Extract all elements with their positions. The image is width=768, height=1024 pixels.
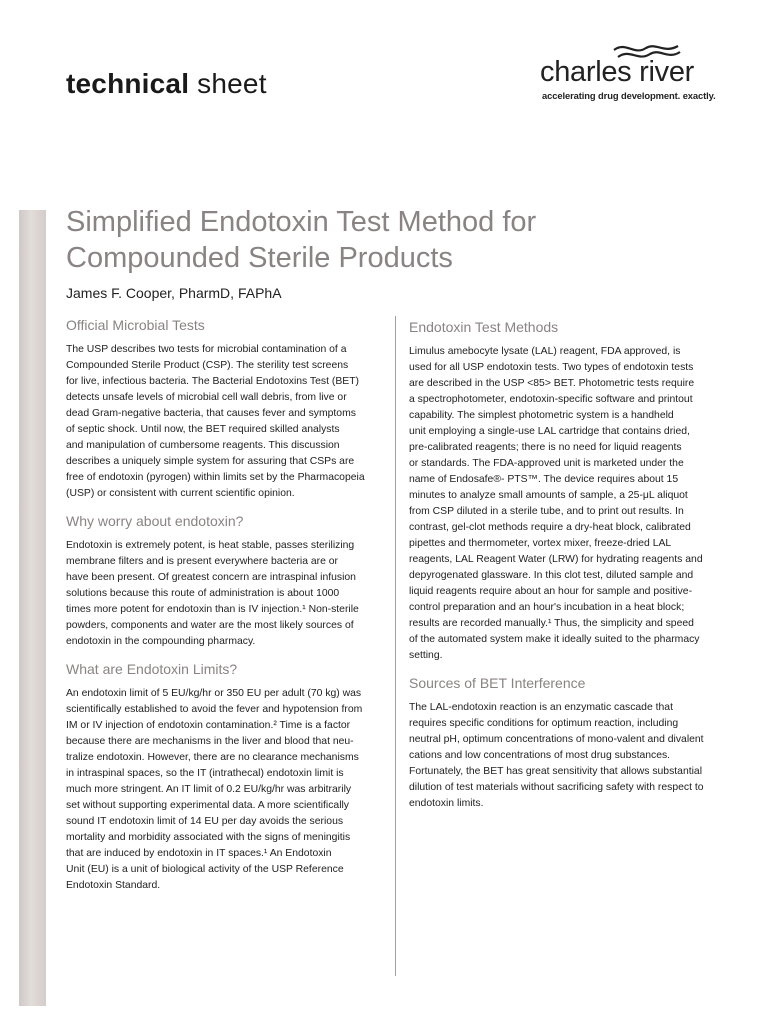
section-heading: Why worry about endotoxin?	[66, 513, 244, 529]
document-title	[66, 204, 686, 276]
column-divider	[395, 316, 396, 976]
paragraph-line: for live, infectious bacteria. The Bacterial Endotoxins Test (BET)	[66, 376, 359, 387]
paragraph-line: because there are mechanisms in the liver and blood that neu-	[66, 736, 354, 747]
paragraph-line: free of endotoxin (pyrogen) within limits set by the Pharmacopeia	[66, 472, 365, 483]
paragraph-line: Endotoxin is extremely potent, is heat stable, passes sterilizing	[66, 540, 355, 551]
author: James F. Cooper, PharmD, FAPhA	[66, 285, 282, 301]
logo-tagline: accelerating drug development. exactly.	[542, 90, 716, 101]
paragraph-line: contrast, gel-clot methods require a dry-heat block, calibrated	[409, 522, 691, 533]
paragraph-line: are described in the USP <85> BET. Photometric tests require	[409, 378, 695, 389]
document-title-line: Simplified Endotoxin Test Method for	[66, 206, 537, 238]
section-heading: Sources of BET Interference	[409, 675, 586, 691]
paragraph-line: powders, components and water are the most likely sources of	[66, 620, 354, 631]
paragraph-line: setting.	[409, 650, 443, 661]
paragraph-line: neutral pH, optimum concentrations of mono-valent and divalent	[409, 734, 704, 745]
paragraph-line: (USP) or consistent with current scientific opinion.	[66, 488, 295, 499]
section-paragraph	[409, 700, 725, 812]
paragraph-line: a spectrophotometer, endotoxin-specific software and printout	[409, 394, 693, 405]
paragraph-line: set without supporting experimental data. A more scientifically	[66, 800, 350, 811]
section-heading: What are Endotoxin Limits?	[66, 661, 238, 677]
paragraph-line: Unit (EU) is a unit of biological activity of the USP Reference	[66, 864, 344, 875]
header-title-light: sheet	[197, 68, 267, 99]
paragraph-line: pre-calibrated reagents; there is no need for liquid reagents	[409, 442, 682, 453]
charles-river-logo	[540, 42, 730, 104]
paragraph-line: membrane filters and is present everywhere bacteria are or	[66, 556, 339, 567]
section-heading: Endotoxin Test Methods	[409, 319, 559, 335]
paragraph-line: name of Endosafe®- PTS™. The device requires about 15	[409, 474, 679, 485]
paragraph-line: cations and low concentrations of most drug substances.	[409, 750, 671, 761]
left-column	[66, 316, 382, 904]
paragraph-line: Compounded Sterile Product (CSP). The sterility test screens	[66, 360, 349, 371]
paragraph-line: of septic shock. Until now, the BET required skilled analysts	[66, 424, 340, 435]
paragraph-line: Endotoxin Standard.	[66, 880, 161, 891]
paragraph-line: in intraspinal spaces, so the IT (intrathecal) endotoxin limit is	[66, 768, 344, 779]
paragraph-line: liquid reagents require about an hour for sample and positive-	[409, 586, 693, 597]
paragraph-line: reagents, LAL Reagent Water (LRW) for hydrating reagents and	[409, 554, 703, 565]
section-paragraph	[66, 538, 382, 650]
paragraph-line: An endotoxin limit of 5 EU/kg/hr or 350 EU per adult (70 kg) was	[66, 688, 362, 699]
paragraph-line: unit employing a single-use LAL cartridge that contains dried,	[409, 426, 690, 437]
paragraph-line: describes a uniquely simple system for assuring that CSPs are	[66, 456, 355, 467]
paragraph-line: have been present. Of greatest concern are intraspinal infusion	[66, 572, 356, 583]
header-title-bold: technical	[66, 68, 190, 99]
document-title-line: Compounded Sterile Products	[66, 242, 453, 274]
paragraph-line: scientifically established to avoid the fever and hypotension from	[66, 704, 363, 715]
paragraph-line: of the automated system make it ideally suited to the pharmacy	[409, 634, 700, 645]
section-paragraph	[66, 342, 382, 502]
paragraph-line: The LAL-endotoxin reaction is an enzymatic cascade that	[409, 702, 673, 713]
logo-name: charles river	[540, 56, 695, 88]
paragraph-line: mortality and morbidity associated with the signs of meningitis	[66, 832, 351, 843]
paragraph-line: sound IT endotoxin limit of 14 EU per day avoids the serious	[66, 816, 344, 827]
paragraph-line: dead Gram-negative bacteria, that causes fever and symptoms	[66, 408, 356, 419]
paragraph-line: dilution of test materials without sacrificing safety with respect to	[409, 782, 704, 793]
section-heading: Official Microbial Tests	[66, 317, 205, 333]
paragraph-line: minutes to analyze small amounts of sample, a 25-μL aliquot	[409, 490, 688, 501]
paragraph-line: capability. The simplest photometric system is a handheld	[409, 410, 674, 421]
decorative-side-bar	[19, 210, 46, 1006]
paragraph-line: times more potent for endotoxin than is IV injection.¹ Non-sterile	[66, 604, 359, 615]
paragraph-line: detects unsafe levels of microbial cell wall debris, from live or	[66, 392, 347, 403]
paragraph-line: that are induced by endotoxin in IT spaces.¹ An Endotoxin	[66, 848, 332, 859]
right-column	[409, 318, 725, 822]
paragraph-line: results are recorded manually.¹ Thus, the simplicity and speed	[409, 618, 694, 629]
section-paragraph	[66, 686, 382, 894]
paragraph-line: and manipulation of cumbersome reagents. This discussion	[66, 440, 340, 451]
paragraph-line: Limulus amebocyte lysate (LAL) reagent, FDA approved, is	[409, 346, 681, 357]
paragraph-line: The USP describes two tests for microbial contamination of a	[66, 344, 347, 355]
paragraph-line: much more stringent. An IT limit of 0.2 EU/kg/hr was arbitrarily	[66, 784, 352, 795]
paragraph-line: or standards. The FDA-approved unit is marketed under the	[409, 458, 684, 469]
paragraph-line: requires specific conditions for optimum reaction, including	[409, 718, 679, 729]
paragraph-line: used for all USP endotoxin tests. Two types of endotoxin tests	[409, 362, 694, 373]
section-paragraph	[409, 344, 725, 664]
paragraph-line: solutions because this route of administration is about 1000	[66, 588, 340, 599]
paragraph-line: IM or IV injection of endotoxin contamination.² Time is a factor	[66, 720, 351, 731]
header-title	[66, 68, 267, 100]
paragraph-line: from CSP diluted in a sterile tube, and to print out results. In	[409, 506, 684, 517]
paragraph-line: depyrogenated glassware. In this clot test, diluted sample and	[409, 570, 694, 581]
paragraph-line: tralize endotoxin. However, there are no clearance mechanisms	[66, 752, 359, 763]
paragraph-line: endotoxin in the compounding pharmacy.	[66, 636, 256, 647]
paragraph-line: pipettes and thermometer, vortex mixer, freeze-dried LAL	[409, 538, 672, 549]
paragraph-line: control preparation and an hour's incubation in a heat block;	[409, 602, 685, 613]
paragraph-line: Fortunately, the BET has great sensitivity that allows substantial	[409, 766, 703, 777]
paragraph-line: endotoxin limits.	[409, 798, 484, 809]
